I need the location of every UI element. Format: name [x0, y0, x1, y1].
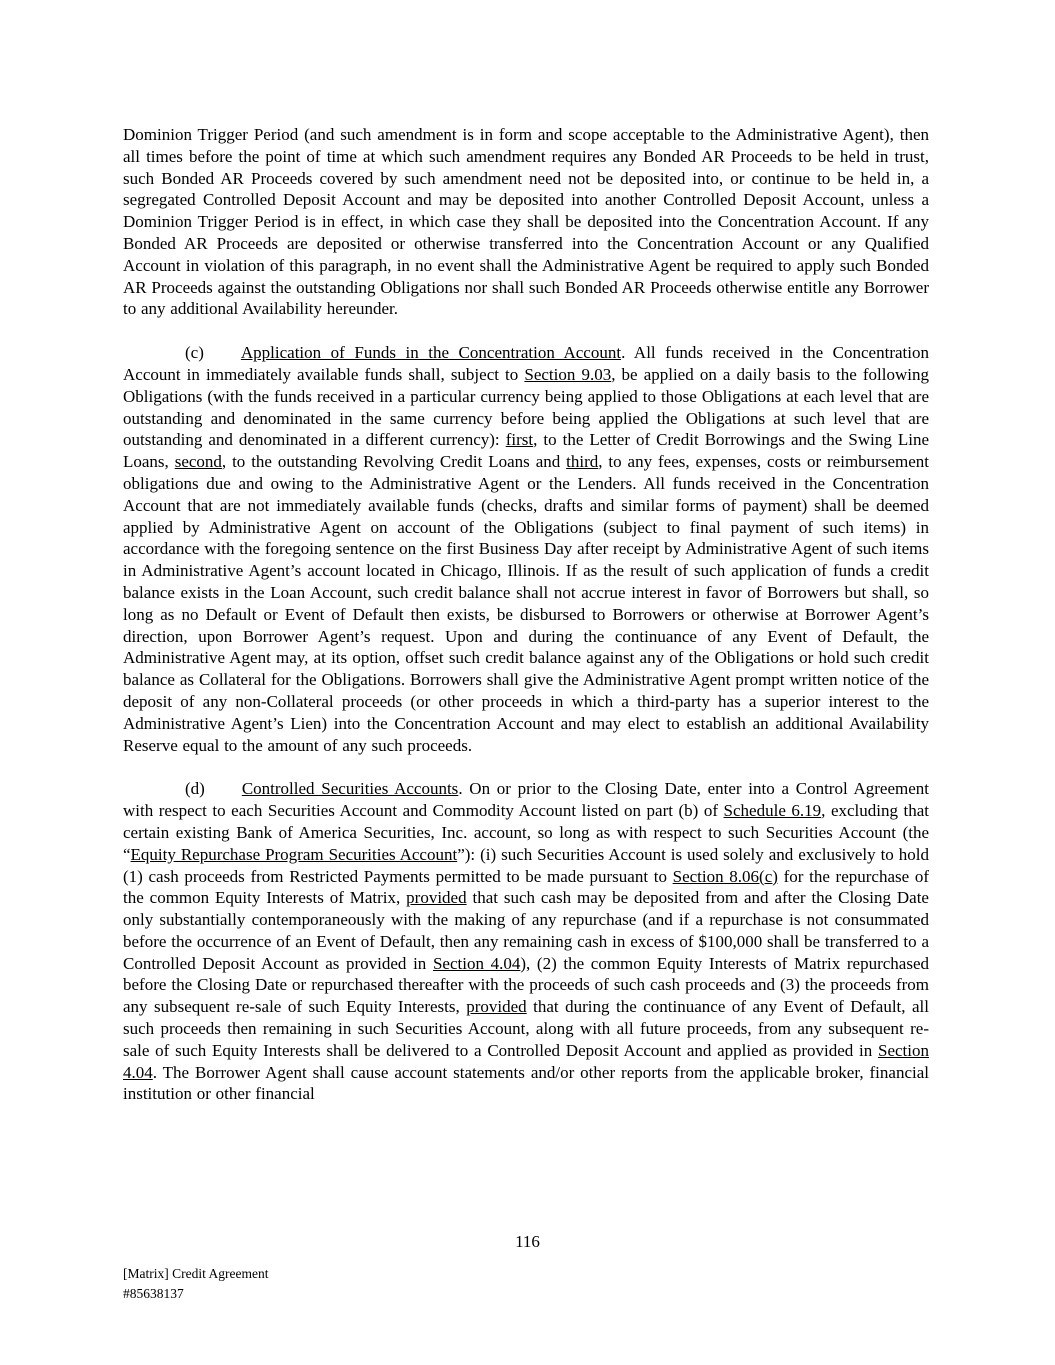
- text-run: . The Borrower Agent shall cause account statements and/or other reports from the applicable broker, financial institution or other financial: [123, 1062, 929, 1104]
- paragraph-c: [123, 342, 929, 756]
- text-run: that such cash may be deposited from and after the Closing Date only substantially contemporaneously with the making of any repurchase (and if a repurchase is not consummated before the occurrence of an Event of Default, then any remaining cash in excess of $100,000 shall be transferred to a Controlled Deposit Account as provided in: [123, 888, 929, 973]
- underlined-term: provided: [406, 888, 467, 908]
- text-run: , be applied on a daily basis to the following Obligations (with the funds received in a particular currency being applied to those Obligations at each level that are outstanding and denominated in the same currency before being applied the Obligations at such level that are outstanding and denominated in a different currency):: [123, 364, 930, 450]
- underlined-term: provided: [466, 997, 527, 1017]
- underlined-term: Section 9.03: [524, 364, 612, 384]
- paragraph-continuation: [123, 124, 929, 320]
- text-run: that during the continuance of any Event of Default, all such proceeds then remaining in such Securities Account, along with all future proceeds, from any subsequent re-sale of such Equity Interests shall be delivered to a Controlled Deposit Account and applied as provided in: [123, 997, 929, 1060]
- document-footer: [123, 1264, 268, 1304]
- text-run: (d): [185, 779, 205, 799]
- underlined-term: second: [174, 452, 222, 472]
- text-run: , excluding that certain existing Bank of America Securities, Inc. account, so long as with respect to such Securities Account (the “: [123, 801, 929, 864]
- underlined-term: third: [566, 452, 599, 472]
- footer-doc-id: #85638137: [123, 1286, 184, 1301]
- text-run: . All funds received in the Concentration Account in immediately available funds shall, subject to: [123, 343, 929, 384]
- underlined-term: Application of Funds in the Concentration Account: [240, 343, 622, 363]
- document-body: [123, 124, 929, 1127]
- text-run: , to the Letter of Credit Borrowings and the Swing Line Loans,: [123, 430, 929, 472]
- underlined-term: Schedule 6.19: [723, 801, 822, 821]
- text-run: , to the outstanding Revolving Credit Loans and: [221, 452, 567, 472]
- underlined-term: Section 4.04: [123, 1040, 929, 1082]
- text-run: . On or prior to the Closing Date, enter into a Control Agreement with respect to each Securities Account and Commodity Account listed on part (b) of: [123, 779, 929, 821]
- text-run: (c): [185, 343, 204, 363]
- paragraph-d: [123, 778, 929, 1105]
- text-run: , to any fees, expenses, costs or reimbursement obligations due and owing to the Administrative Agent or the Lenders. All funds received in the Concentration Account that are not immediately available funds (checks, drafts and similar forms of payment) shall be deemed applied by Administrative Agent on account of the Obligations (subject to final payment of such items) in accordance with the foregoing sentence on the first Business Day after receipt by Administrative Agent of such items in Administrative Agent’s account located in Chicago, Illinois. If as the result of such application of funds a credit balance exists in the Loan Account, such credit balance shall not accrue interest in favor of Borrowers but shall, so long as no Default or Event of Default then exists, be disbursed to Borrowers or otherwise at Borrower Agent’s direction, upon Borrower Agent’s request. Upon and during the continuance of any Event of Default, the Administrative Agent may, at its option, offset such credit balance against any of the Obligations or hold such credit balance as Collateral for the Obligations. Borrowers shall give the Administrative Agent prompt written notice of the deposit of any non-Collateral proceeds (or other proceeds in which a third-party has a superior interest to the Administrative Agent’s Lien) into the Concentration Account and may elect to establish an additional Availability Reserve equal to the amount of any such proceeds.: [123, 452, 929, 755]
- footer-doc-title: [Matrix] Credit Agreement: [123, 1266, 269, 1281]
- underlined-term: Section 4.04: [432, 953, 521, 973]
- page-number: 116: [515, 1232, 540, 1251]
- underlined-term: Equity Repurchase Program Securities Account: [130, 844, 458, 864]
- text-run: ”): (i) such Securities Account is used solely and exclusively to hold (1) cash proceeds from Restricted Payments permitted to be made pursuant to: [123, 844, 929, 886]
- text-run: for the repurchase of the common Equity Interests of Matrix,: [123, 866, 930, 908]
- text-run: ), (2) the common Equity Interests of Matrix repurchased before the Closing Date or repurchased thereafter with the proceeds of such cash proceeds and (3) the proceeds from any subsequent re-sale of such Equity Interests,: [123, 953, 929, 1017]
- underlined-term: Controlled Securities Accounts: [241, 779, 459, 799]
- underlined-term: first: [505, 430, 534, 450]
- text-run: Dominion Trigger Period (and such amendment is in form and scope acceptable to the Administrative Agent), then all times before the point of time at which such amendment requires any Bonded AR Proceeds to be held in trust, such Bonded AR Proceeds covered by such amendment need not be deposited into, or continue to be held in, a segregated Controlled Deposit Account and may be deposited into another Controlled Deposit Account, unless a Dominion Trigger Period is in effect, in which case they shall be deposited into the Concentration Account. If any Bonded AR Proceeds are deposited or otherwise transferred into the Concentration Account or any Qualified Account in violation of this paragraph, in no event shall the Administrative Agent be required to apply such Bonded AR Proceeds against the outstanding Obligations nor shall such Bonded AR Proceeds otherwise entitle any Borrower to any additional Availability hereunder.: [123, 125, 929, 319]
- underlined-term: Section 8.06(c): [672, 866, 778, 886]
